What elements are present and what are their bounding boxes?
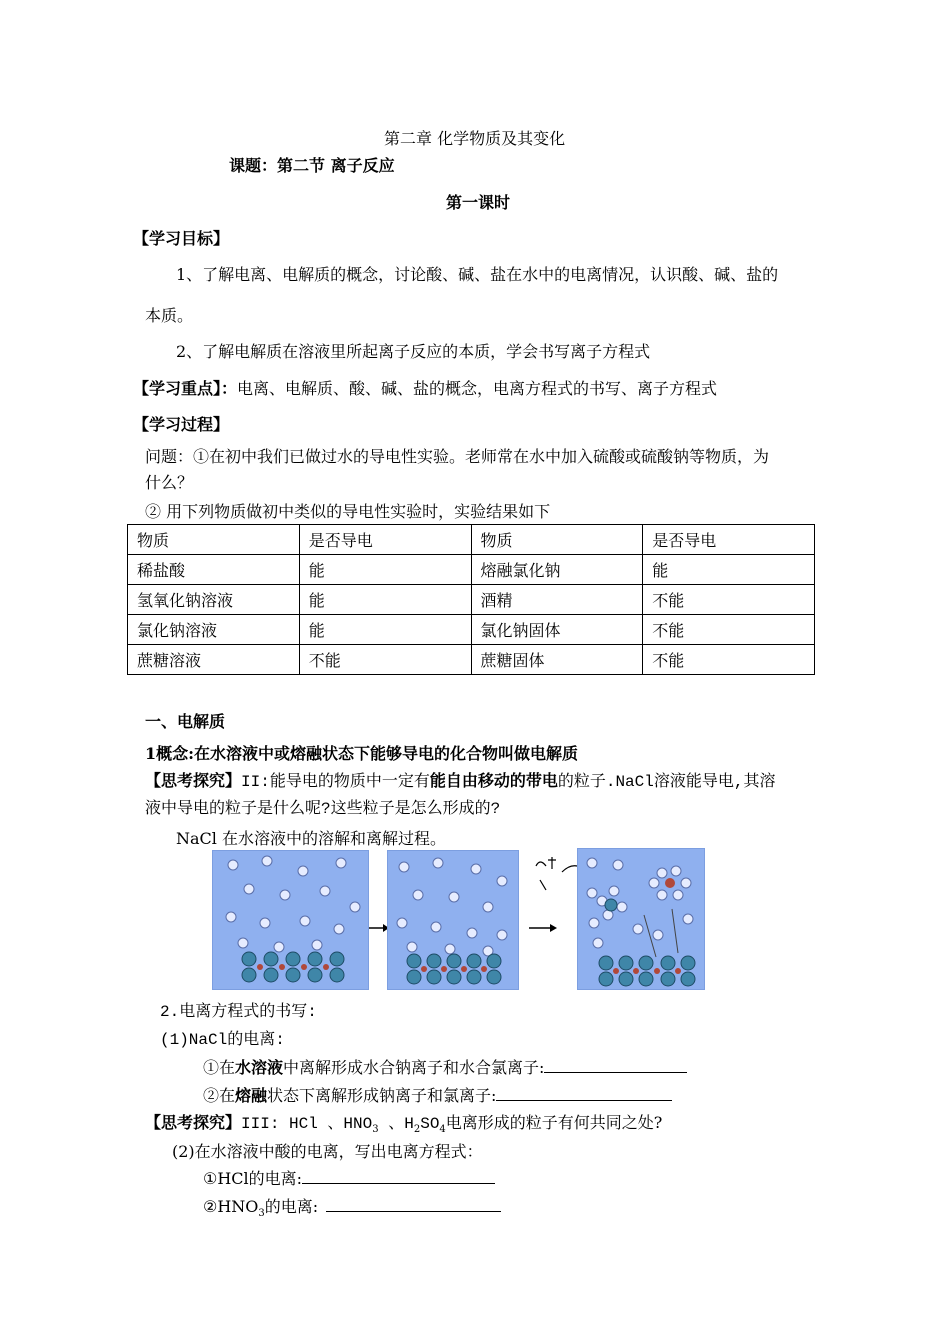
think-explore-2-text-a: II:能导电的物质中一定有: [241, 773, 430, 791]
question-2: ② 用下列物质做初中类似的导电性实验时，实验结果如下: [145, 502, 551, 521]
hcl-label: ①HCl的电离:: [203, 1169, 303, 1188]
dissolution-figure-3: [578, 849, 704, 989]
hno3-line: [203, 1194, 501, 1219]
s1a-post: 中离解形成水合钠离子和水合氯离子:: [283, 1058, 545, 1077]
table-cell: 能: [299, 555, 471, 585]
table-header-cell: 是否导电: [643, 525, 815, 555]
focus-heading: 【学习重点】：: [133, 379, 238, 398]
subscript: 3: [258, 1208, 265, 1220]
think-explore-label: 【思考探究】: [145, 1113, 242, 1132]
think3-d: 电离形成的粒子有何共同之处?: [445, 1113, 663, 1132]
acid-ionization-heading: (2)在水溶液中酸的电离，写出电离方程式：: [172, 1142, 483, 1161]
section-2-heading: 2.电离方程式的书写:: [160, 1003, 317, 1021]
think3-b: 、H: [378, 1115, 414, 1133]
table-cell: 稀盐酸: [128, 555, 300, 585]
lesson-title: 第一课时: [446, 193, 511, 212]
table-cell: 蔗糖溶液: [128, 645, 300, 675]
table-header-cell: 物质: [471, 525, 643, 555]
table-cell: 不能: [643, 585, 815, 615]
think-explore-3: [145, 1110, 662, 1135]
dissolution-figure-2: [388, 851, 518, 989]
hno3-label-a: ②HNO: [203, 1197, 259, 1216]
table-cell: 酒精: [471, 585, 643, 615]
goal-1-line1: 1、了解电离、电解质的概念，讨论酸、碱、盐在水中的电离情况，认识酸、碱、盐的: [176, 265, 779, 284]
nacl-molten-line: [203, 1083, 672, 1106]
table-cell: 能: [299, 615, 471, 645]
think3-c: SO: [420, 1115, 440, 1133]
table-cell: 氢氧化钠溶液: [128, 585, 300, 615]
s1b-post: 状态下离解形成钠离子和氯离子:: [267, 1086, 497, 1105]
goal-1-line2: 本质。: [145, 306, 194, 325]
question-1-line2: 什么？: [145, 473, 194, 492]
answer-blank-aqueous[interactable]: [544, 1058, 687, 1073]
table-header-cell: 物质: [128, 525, 300, 555]
process-heading: 【学习过程】: [133, 415, 230, 434]
table-cell: 不能: [643, 645, 815, 675]
table-cell: 蔗糖固体: [471, 645, 643, 675]
section-1-heading: 一、电解质: [145, 712, 226, 731]
table-cell: 不能: [299, 645, 471, 675]
s1b-bold: 熔融: [235, 1086, 268, 1105]
dissolution-image-1: [212, 850, 369, 990]
nacl-ionization-heading: (1)NaCl的电离:: [160, 1031, 285, 1049]
table-header-cell: 是否导电: [299, 525, 471, 555]
s1b-pre: ②在: [203, 1086, 236, 1105]
dissolution-image-2: [387, 850, 519, 990]
think-explore-2-line2: 液中导电的粒子是什么呢?这些粒子是怎么形成的?: [145, 800, 501, 818]
subscript: 2: [413, 1124, 421, 1136]
answer-blank-molten[interactable]: [496, 1086, 672, 1101]
table-cell: 氯化钠固体: [471, 615, 643, 645]
s1a-bold: 水溶液: [235, 1058, 284, 1077]
table-row: [128, 645, 815, 675]
table-cell: 熔融氯化钠: [471, 555, 643, 585]
focus-text: 电离、电解质、酸、碱、盐的概念，电离方程式的书写、离子方程式: [237, 379, 718, 398]
arrow-right-icon: [529, 922, 557, 934]
goal-2: 2、了解电解质在溶液里所起离子反应的本质，学会书写离子方程式: [176, 342, 651, 361]
question-1-line1: 问题：①在初中我们已做过水的导电性实验。老师常在水中加入硫酸或硫酸钠等物质，为: [145, 447, 770, 466]
think-explore-label: 【思考探究】: [145, 771, 242, 790]
hno3-label-b: 的电离:: [264, 1197, 319, 1216]
table-cell: 不能: [643, 615, 815, 645]
topic-title: [229, 153, 395, 176]
answer-blank-hcl[interactable]: [302, 1169, 495, 1184]
table-row: [128, 585, 815, 615]
table-row: [128, 615, 815, 645]
goals-heading: 【学习目标】: [133, 229, 230, 248]
dissolution-figure-1: [213, 851, 368, 989]
chapter-title: 第二章 化学物质及其变化: [384, 129, 566, 148]
nacl-aqueous-line: [203, 1055, 687, 1078]
think-explore-2-bold: 能自由移动的带电: [429, 771, 558, 790]
think-explore-2: [145, 768, 775, 791]
table-cell: 能: [299, 585, 471, 615]
conductivity-table: [127, 524, 815, 675]
nacl-caption: NaCl 在水溶液中的溶解和离解过程。: [176, 829, 446, 848]
think-explore-2-text-b: 的粒子.NaCl溶液能导电,其溶: [557, 773, 776, 791]
arrow-right-icon: [369, 922, 389, 934]
s1a-pre: ①在: [203, 1058, 236, 1077]
topic-text: 第二节 离子反应: [277, 156, 395, 175]
answer-blank-hno3[interactable]: [326, 1197, 501, 1212]
subscript: 4: [439, 1124, 446, 1136]
electrolyte-concept: 1概念:在水溶液中或熔融状态下能够导电的化合物叫做电解质: [145, 744, 579, 763]
subscript: 3: [372, 1124, 379, 1136]
table-header-row: [128, 525, 815, 555]
focus-line: [133, 376, 717, 399]
think3-a: III: HCl 、HNO: [241, 1115, 373, 1133]
table-cell: 氯化钠溶液: [128, 615, 300, 645]
dissolution-image-3: [577, 848, 705, 990]
hcl-line: [203, 1166, 495, 1189]
table-row: [128, 555, 815, 585]
table-cell: 能: [643, 555, 815, 585]
topic-prefix: 课题：: [229, 156, 278, 175]
